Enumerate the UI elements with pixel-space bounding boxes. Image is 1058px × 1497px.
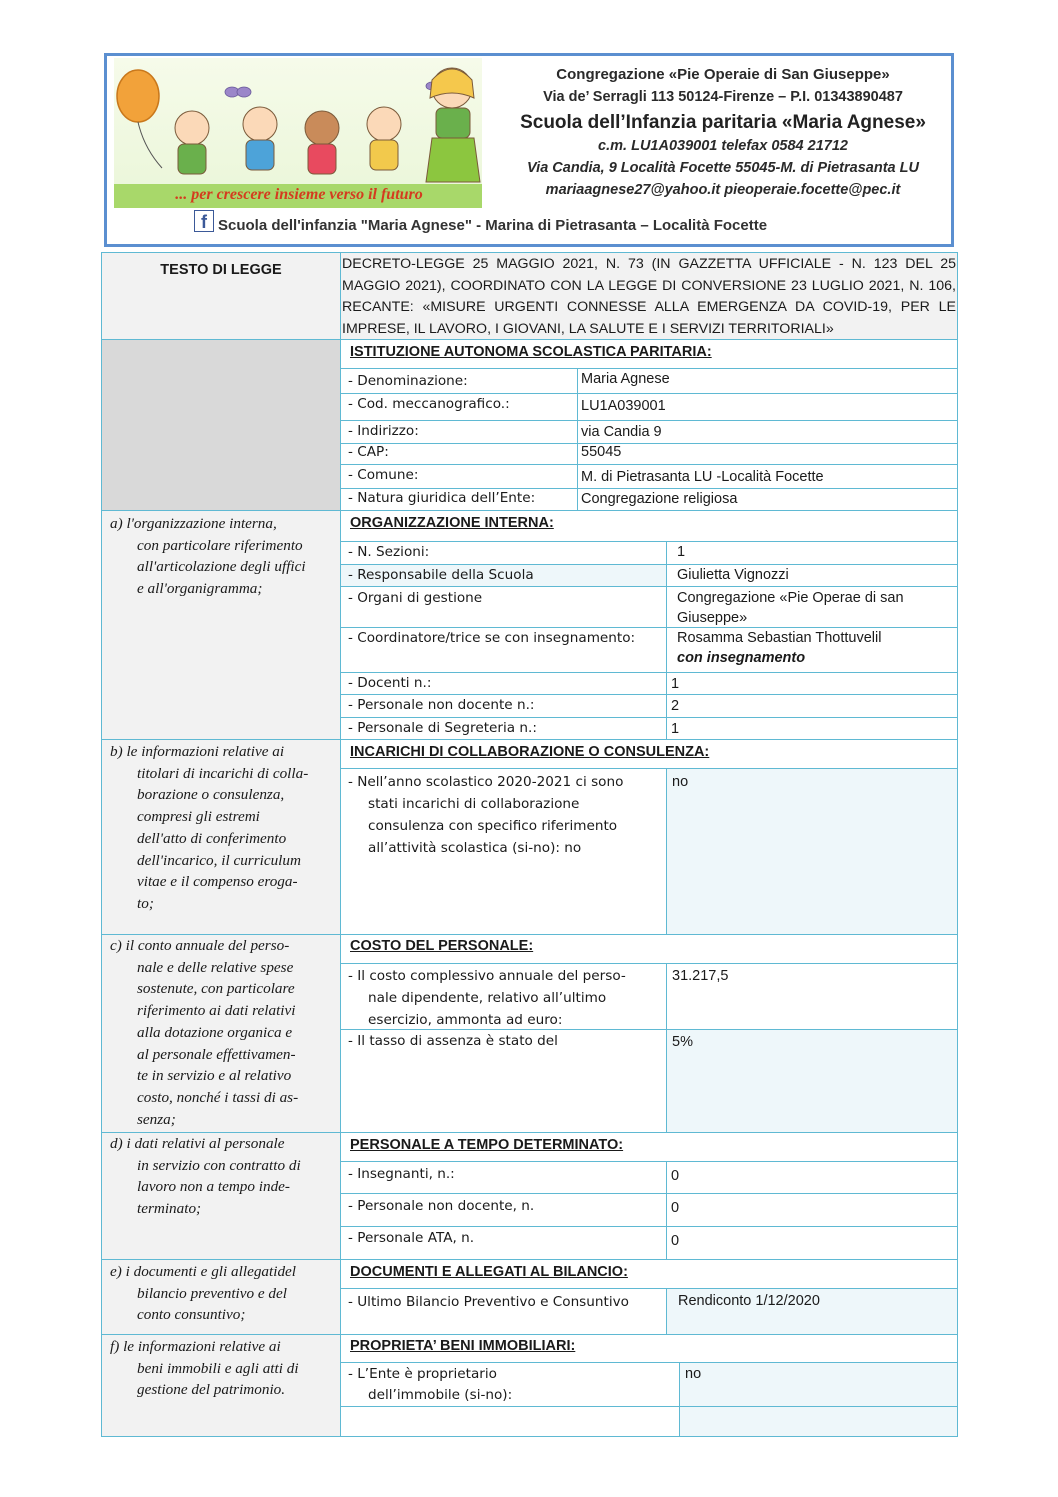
immobili-desc-line: gestione del patrimonio. xyxy=(137,1381,286,1399)
immobili-desc-line: beni immobili e agli atti di xyxy=(137,1359,299,1377)
costo-title: COSTO DEL PERSONALE: xyxy=(350,938,534,954)
determinato-description xyxy=(110,1133,332,1220)
proprietario-label: - L’Ente è proprietario xyxy=(348,1366,497,1382)
immobili-title: PROPRIETA’ BENI IMMOBILIARI: xyxy=(350,1338,576,1354)
documenti-desc-line: conto consuntivo; xyxy=(137,1306,246,1324)
non-docente-label: - Personale non docente n.: xyxy=(348,697,535,713)
costo-value: 31.217,5 xyxy=(672,968,729,984)
value-cell xyxy=(666,541,958,565)
denominazione-value: Maria Agnese xyxy=(581,371,670,387)
organi-value: Congregazione «Pie Operae di san xyxy=(677,590,904,606)
cap-value: 55045 xyxy=(581,444,622,460)
value-cell xyxy=(577,443,958,465)
segreteria-value: 1 xyxy=(671,721,680,737)
org-desc-line: a) l'organizzazione interna, xyxy=(110,515,277,532)
incarichi-desc-line: dell'atto di conferimento xyxy=(137,829,287,847)
ata-value: 0 xyxy=(671,1233,680,1249)
costo-desc-line: sostenute, con particolare xyxy=(137,980,295,998)
costo-question-line: - Il costo complessivo annuale del perso- xyxy=(348,968,626,984)
costo-desc-line: nale e delle relative spese xyxy=(137,958,294,976)
incarichi-desc-line: to; xyxy=(137,894,154,912)
value-cell xyxy=(666,1193,958,1227)
determinato-desc-line: terminato; xyxy=(137,1200,202,1218)
immobili-desc-line: f) le informazioni relative ai xyxy=(110,1338,281,1355)
value-cell xyxy=(666,1161,958,1194)
congregation-name: Congregazione «Pie Operaie di San Giuseppe» xyxy=(556,66,890,83)
proprietario-label-cont: dell’immobile (si-no): xyxy=(368,1387,513,1403)
incarichi-title: INCARICHI DI COLLABORAZIONE O CONSULENZA: xyxy=(350,744,710,760)
natura-value: Congregazione religiosa xyxy=(581,491,738,507)
insegnanti-value: 0 xyxy=(671,1168,680,1184)
incarichi-question-line: all’attività scolastica (si-no): no xyxy=(368,840,582,856)
facebook-page-name: Scuola dell'infanzia "Maria Agnese" - Marina di Pietrasanta – Località Focette xyxy=(218,217,768,234)
empty-cell xyxy=(679,1406,958,1437)
facebook-icon: f xyxy=(194,210,214,232)
incarichi-question-line: consulenza con specifico riferimento xyxy=(368,818,618,834)
costo-description xyxy=(110,935,332,1130)
incarichi-desc-line: vitae e il compenso eroga- xyxy=(137,873,298,891)
docenti-value: 1 xyxy=(671,676,680,692)
incarichi-value: no xyxy=(672,774,689,790)
organi-label: - Organi di gestione xyxy=(348,590,483,606)
org-desc-line: e all'organigramma; xyxy=(137,580,263,598)
cap-label: - CAP: xyxy=(348,444,389,460)
value-cell xyxy=(666,1029,958,1133)
sezioni-label: - N. Sezioni: xyxy=(348,544,430,560)
bilancio-value: Rendiconto 1/12/2020 xyxy=(678,1293,820,1309)
det-non-docente-label: - Personale non docente, n. xyxy=(348,1198,535,1214)
org-title: ORGANIZZAZIONE INTERNA: xyxy=(350,515,554,531)
det-non-docente-value: 0 xyxy=(671,1200,680,1216)
value-cell xyxy=(666,1226,958,1260)
value-cell xyxy=(666,768,958,935)
value-cell xyxy=(666,672,958,695)
comune-value: M. di Pietrasanta LU -Località Focette xyxy=(581,469,824,485)
immobili-description xyxy=(110,1336,332,1401)
costo-question-line: esercizio, ammonta ad euro: xyxy=(368,1012,563,1028)
value-cell xyxy=(679,1362,958,1407)
determinato-desc-line: d) i dati relativi al personale xyxy=(110,1135,285,1152)
responsabile-label: - Responsabile della Scuola xyxy=(348,567,534,583)
costo-question-line: nale dipendente, relativo all’ultimo xyxy=(368,990,607,1006)
incarichi-question xyxy=(348,771,659,859)
determinato-title: PERSONALE A TEMPO DETERMINATO: xyxy=(350,1137,624,1153)
school-code-phone: c.m. LU1A039001 telefax 0584 21712 xyxy=(598,138,848,154)
costo-question xyxy=(348,965,659,1031)
logo-slogan: ... per crescere insieme verso il futuro xyxy=(175,186,423,203)
school-name: Scuola dell’Infanzia paritaria «Maria Agnese» xyxy=(520,112,926,133)
incarichi-desc-line: b) le informazioni relative ai xyxy=(110,743,285,760)
ata-label: - Personale ATA, n. xyxy=(348,1230,475,1246)
org-desc-line: con particolare riferimento xyxy=(137,536,303,554)
incarichi-question-line: stati incarichi di collaborazione xyxy=(368,796,580,812)
istituzione-title: ISTITUZIONE AUTONOMA SCOLASTICA PARITARIA: xyxy=(350,344,712,360)
sezioni-value: 1 xyxy=(677,544,686,560)
determinato-desc-line: lavoro non a tempo inde- xyxy=(137,1178,290,1196)
costo-desc-line: alla dotazione organica e xyxy=(137,1023,293,1041)
congregation-address: Via de’ Serragli 113 50124-Firenze – P.I. 01343890487 xyxy=(543,89,903,105)
coordinatore-note: con insegnamento xyxy=(677,650,806,666)
empty-cell xyxy=(340,1406,680,1437)
natura-label: - Natura giuridica dell’Ente: xyxy=(348,490,536,506)
bilancio-label: - Ultimo Bilancio Preventivo e Consuntivo xyxy=(348,1294,629,1310)
incarichi-description xyxy=(110,741,332,915)
documenti-title: DOCUMENTI E ALLEGATI AL BILANCIO: xyxy=(350,1264,628,1280)
documenti-desc-line: bilancio preventivo e del xyxy=(137,1284,287,1302)
docenti-label: - Docenti n.: xyxy=(348,675,432,691)
value-cell xyxy=(666,694,958,718)
documenti-description xyxy=(110,1261,332,1326)
istituzione-left-cell xyxy=(101,339,341,511)
comune-label: - Comune: xyxy=(348,467,419,483)
incarichi-desc-line: dell'incarico, il curriculum xyxy=(137,851,301,869)
org-desc-line: all'articolazione degli uffici xyxy=(137,558,306,576)
costo-desc-line: al personale effettivamen- xyxy=(137,1045,296,1063)
incarichi-question-line: - Nell’anno scolastico 2020-2021 ci sono xyxy=(348,774,624,790)
assenza-value: 5% xyxy=(672,1034,693,1050)
proprietario-value: no xyxy=(685,1366,702,1382)
incarichi-desc-line: borazione o consulenza, xyxy=(137,786,285,804)
costo-desc-line: c) il conto annuale del perso- xyxy=(110,937,290,954)
value-cell xyxy=(666,717,958,740)
org-description xyxy=(110,513,332,600)
costo-desc-line: riferimento ai dati relativi xyxy=(137,1002,296,1020)
responsabile-value: Giulietta Vignozzi xyxy=(677,567,789,583)
indirizzo-value: via Candia 9 xyxy=(581,424,662,440)
law-text: DECRETO-LEGGE 25 MAGGIO 2021, N. 73 (IN GAZZETTA UFFICIALE - N. 123 DEL 25 MAGGIO 2021), COORDINATO CON LA LEGGE DI CONVERSIONE 23 LUGLIO 2021, N. 106, RECANTE: «MISURE URGENTI CONNESSE ALLA EMERGENZA DA COVID-19, PER LE IMPRESE, IL LAVORO, I GIOVANI, LA SALUTE E I SERVIZI TERRITORIALI» xyxy=(342,256,956,337)
coordinatore-label: - Coordinatore/trice se con insegnamento: xyxy=(348,630,636,646)
incarichi-desc-line: compresi gli estremi xyxy=(137,808,260,826)
costo-desc-line: costo, nonché i tassi di as- xyxy=(137,1088,299,1106)
codice-label: - Cod. meccanografico.: xyxy=(348,396,510,412)
determinato-desc-line: in servizio con contratto di xyxy=(137,1156,301,1174)
non-docente-value: 2 xyxy=(671,698,680,714)
denominazione-label: - Denominazione: xyxy=(348,373,468,389)
insegnanti-label: - Insegnanti, n.: xyxy=(348,1166,455,1182)
law-label: TESTO DI LEGGE xyxy=(160,262,282,278)
codice-value: LU1A039001 xyxy=(581,398,666,414)
school-logo xyxy=(114,58,482,208)
indirizzo-label: - Indirizzo: xyxy=(348,423,419,439)
incarichi-desc-line: titolari di incarichi di colla- xyxy=(137,764,309,782)
school-address: Via Candia, 9 Località Focette 55045-M. di Pietrasanta LU xyxy=(527,160,919,176)
assenza-label: - Il tasso di assenza è stato del xyxy=(348,1033,558,1049)
segreteria-label: - Personale di Segreteria n.: xyxy=(348,720,537,736)
organi-value-cont: Giuseppe» xyxy=(677,610,748,626)
school-emails: mariaagnese27@yahoo.it pieoperaie.focette@pec.it xyxy=(545,182,901,198)
documenti-desc-line: e) i documenti e gli allegatidel xyxy=(110,1263,296,1280)
coordinatore-value: Rosamma Sebastian Thottuvelil xyxy=(677,630,882,646)
costo-desc-line: te in servizio e al relativo xyxy=(137,1067,292,1085)
costo-desc-line: senza; xyxy=(137,1110,176,1128)
